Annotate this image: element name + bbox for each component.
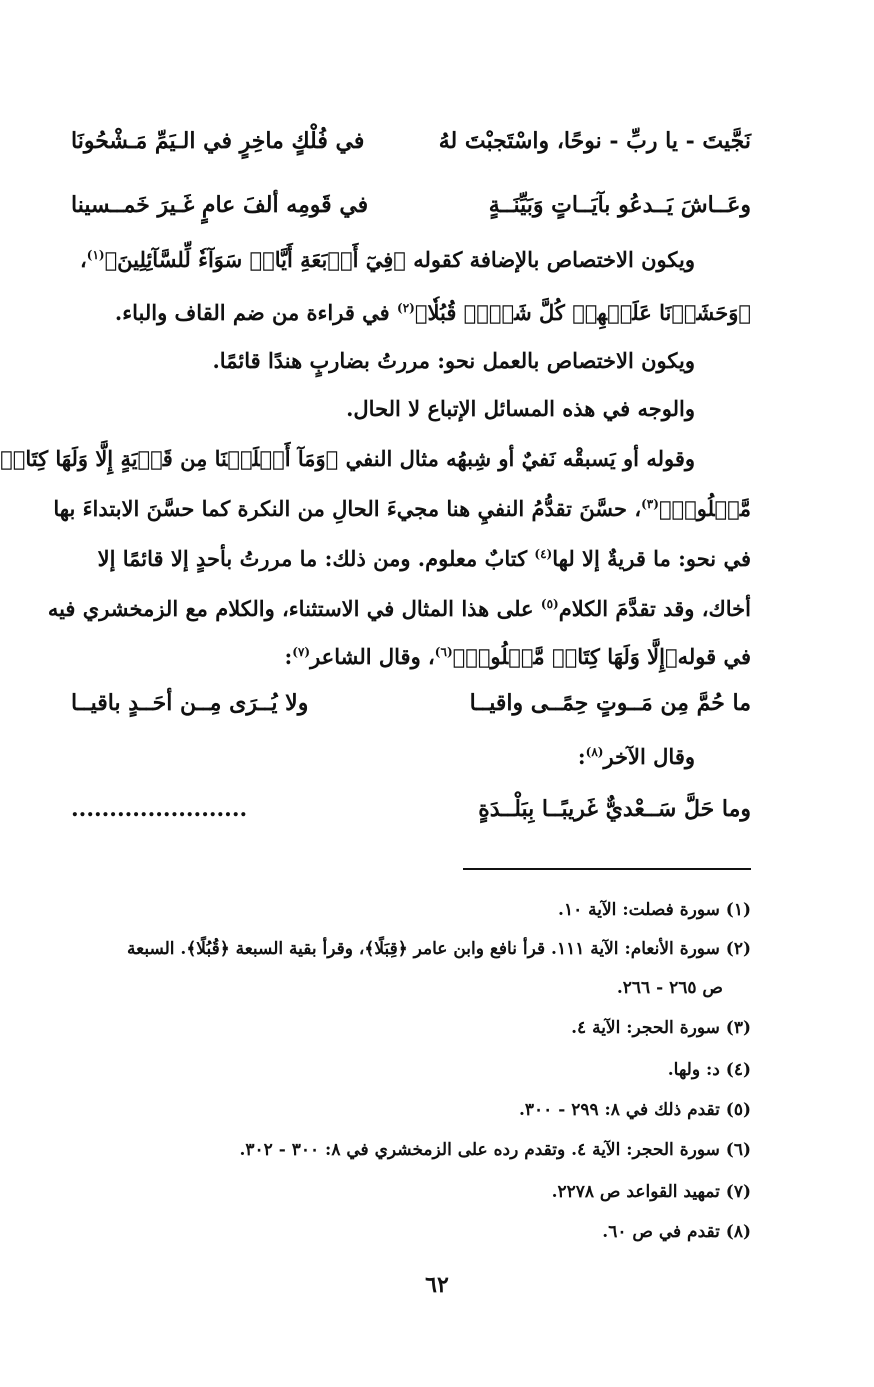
footnote-ref: (٦)	[434, 645, 453, 659]
prose-text: ، حسَّنَ تقدُّمُ النفيِ هنا مجيءَ الحالِ من النكرة كما حسَّنَ الابتداءَ بها	[53, 496, 642, 521]
page-number: ٦٢	[425, 1272, 449, 1298]
prose-text: في نحو: ما قريةٌ إلا لها	[552, 546, 751, 571]
prose-text: ويكون الاختصاص بالعمل نحو: مررتُ بضاربٍ هندًا قائمًا.	[212, 348, 695, 373]
prose-line	[69, 546, 751, 571]
prose-text: :	[577, 744, 586, 769]
verse-second-hemistich: في قَومِه ألفَ عامٍ غَـيرَ خَمــسينا	[71, 192, 369, 218]
prose-line	[69, 644, 751, 669]
prose-text: وقال الآخر	[603, 744, 695, 769]
footnote-ref: (٢)	[397, 301, 415, 315]
footnote: (٣) سورة الحجر: الآية ٤.	[571, 1018, 751, 1038]
verse-second-hemistich: .......................	[71, 796, 248, 822]
footnote-ref: (٤)	[534, 547, 553, 561]
verse-first-hemistich: ما حُمَّ مِن مَــوتٍ حِمًــى واقيــا	[469, 690, 751, 716]
prose-line	[69, 396, 751, 421]
footnote-separator	[463, 868, 751, 870]
footnote-ref: (٥)	[540, 597, 559, 611]
prose-line	[47, 596, 751, 621]
footnote-ref: (٨)	[585, 745, 604, 759]
prose-text: في قوله	[677, 644, 751, 669]
verse-couplet	[71, 192, 751, 236]
footnote: (١) سورة فصلت: الآية ١٠.	[558, 900, 751, 920]
prose-text: ويكون الاختصاص بالإضافة كقوله	[405, 247, 695, 272]
footnote: (٨) تقدم في ص ٦٠.	[602, 1222, 751, 1242]
footnote: (٥) تقدم ذلك في ٨: ٢٩٩ - ٣٠٠.	[518, 1100, 751, 1120]
quran-quote: ﴿إِلَّا وَلَهَا كِتَابٞ مَّعۡلُومٞ﴾	[452, 644, 678, 669]
prose-text: على هذا المثال في الاستثناء، والكلام مع الزمخشري فيه	[47, 596, 541, 621]
prose-line	[69, 247, 751, 272]
prose-text: والوجه في هذه المسائل الإتباع لا الحال.	[346, 396, 695, 421]
prose-text: ،	[79, 247, 87, 272]
quran-quote: ﴿فِيٓ أَرۡبَعَةِ أَيَّامٖ سَوَآءٗ لِّلسَّآئِلِينَ﴾	[104, 247, 406, 272]
verse-first-hemistich: وعَــاشَ يَــدعُو بآيَــاتٍ وَبَيِّنَــةٍ	[488, 192, 751, 218]
verse-couplet	[71, 796, 751, 840]
prose-text: :	[284, 644, 293, 669]
footnote-continuation: ص ٢٦٥ - ٢٦٦.	[616, 978, 723, 998]
prose-line	[69, 744, 751, 769]
verse-second-hemistich: في فُلْكٍ ماخِرٍ في الـيَمِّ مَـشْحُونَا	[71, 128, 365, 154]
prose-text: في قراءة من ضم القاف والباء.	[114, 300, 398, 325]
footnote: (٧) تمهيد القواعد ص ٢٢٧٨.	[551, 1182, 751, 1202]
footnote-ref: (١)	[86, 248, 105, 262]
verse-first-hemistich: وما حَلَّ سَــعْديٌّ غَريبًــا بِبَلْــدَةٍ	[478, 796, 751, 822]
footnote: (٤) د: ولها.	[667, 1060, 751, 1080]
verse-second-hemistich: ولا يُــرَى مِــن أحَــدٍ باقيــا	[71, 690, 309, 716]
footnote-ref: (٣)	[641, 497, 659, 511]
prose-line	[0, 446, 751, 471]
prose-text: كتابٌ معلوم. ومن ذلك: ما مررتُ بأحدٍ إلا قائمًا إلا	[97, 546, 535, 571]
book-page	[1, 0, 874, 1387]
verse-first-hemistich: نَجَّيتَ - يا ربِّ - نوحًا، واسْتَجبْتَ لهُ	[438, 128, 751, 154]
prose-line	[69, 348, 751, 373]
prose-text: أخاك، وقد تقدَّمَ الكلام	[558, 596, 751, 621]
prose-line	[69, 300, 751, 325]
quran-quote: ﴿وَحَشَرۡنَا عَلَيۡهِمۡ كُلَّ شَيۡءٖ قُبُلٗا﴾	[414, 300, 751, 325]
quran-quote: مَّعۡلُومٞ﴾	[658, 496, 751, 521]
footnote: (٦) سورة الحجر: الآية ٤. وتقدم رده على الزمخشري في ٨: ٣٠٠ - ٣٠٢.	[239, 1140, 751, 1160]
footnote-ref: (٧)	[292, 645, 311, 659]
verse-couplet	[71, 128, 751, 172]
prose-line	[53, 496, 751, 521]
prose-text: ، وقال الشاعر	[310, 644, 435, 669]
prose-text: وقوله أو يَسبقْه نَفيٌ أو شِبهُه مثال النفي	[338, 446, 695, 471]
footnote: (٢) سورة الأنعام: الآية ١١١. قرأ نافع وابن عامر ﴿قِبَلًا﴾، وقرأ بقية السبعة ﴿قُبُلًا﴾. السبعة	[127, 939, 751, 959]
verse-couplet	[71, 690, 751, 734]
quran-quote: ﴿وَمَآ أَهۡلَكۡنَا مِن قَرۡيَةٍ إِلَّا وَلَهَا كِتَابٞ	[0, 446, 339, 471]
